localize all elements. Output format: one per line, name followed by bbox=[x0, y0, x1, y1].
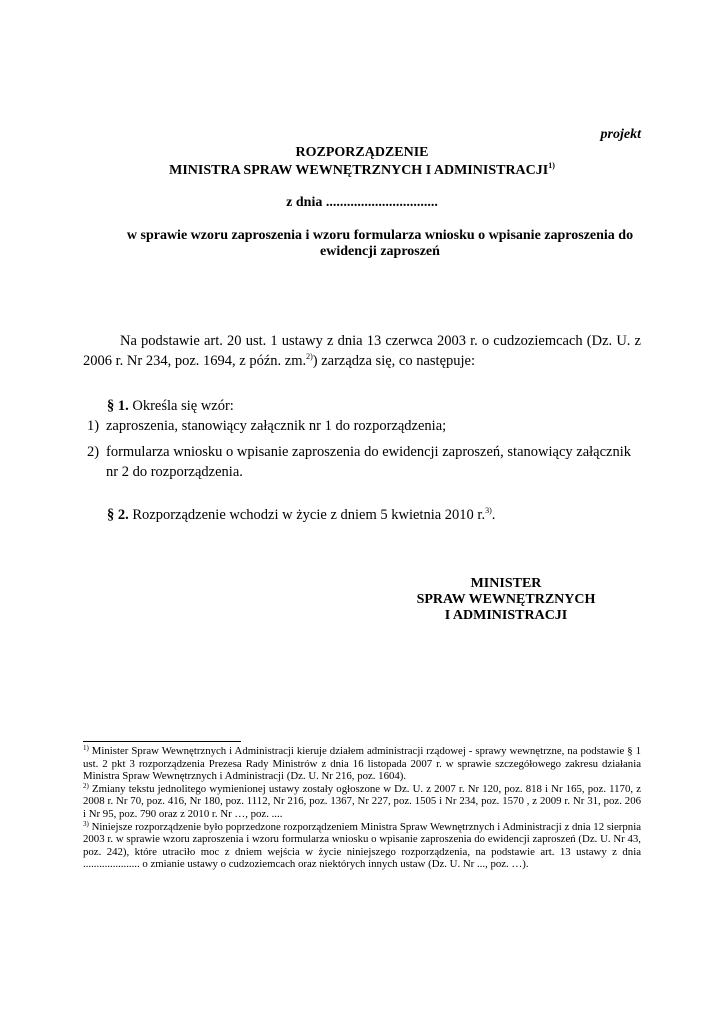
list-item-number: 2) bbox=[87, 444, 100, 460]
signature-line-3: I ADMINISTRACJI bbox=[444, 608, 568, 623]
section-2-text: Rozporządzenie wchodzi w życie z dniem 5 kwietnia 2010 r. bbox=[128, 507, 486, 523]
signature-block bbox=[396, 576, 616, 624]
section-2 bbox=[107, 507, 495, 524]
footnote-text: Zmiany tekstu jednolitego wymienionej ustawy zostały ogłoszone w Dz. U. z 2007 r. Nr 120, poz. 818 i Nr 165, poz. 1170, z 2008 r. Nr 70, poz. 416, Nr 180, poz. 1112, Nr 216, poz. 1367, Nr 227, poz. 1505 i Nr 234, poz. 1570 , z 2009 r. Nr 31, poz. 206 i Nr 95, poz. 790 oraz z 2010 r. Nr …, poz. .... bbox=[83, 782, 641, 820]
legal-basis-tail: ) zarządza się, co następuje: bbox=[312, 353, 476, 369]
list-item-text: zaproszenia, stanowiący załącznik nr 1 do rozporządzenia; bbox=[106, 418, 447, 434]
footnote-marker: 3) bbox=[83, 819, 89, 828]
draft-label: projekt bbox=[600, 127, 641, 142]
footnote-2 bbox=[83, 783, 641, 821]
list-item-text: formularza wniosku o wpisanie zaproszenia do ewidencji zaproszeń, stanowiący załącznik nr 2 do rozporządzenia. bbox=[106, 444, 632, 480]
signature-line-1: MINISTER bbox=[470, 576, 542, 591]
section-1 bbox=[107, 398, 234, 415]
legal-basis-paragraph bbox=[83, 331, 641, 371]
footnote-text: Minister Spraw Wewnętrznych i Administracji kieruje działem administracji rządowej - sprawy wewnętrzne, na podstawie § 1 ust. 2 pkt 3 rozporządzenia Prezesa Rady Ministrów z dnia 16 listopada 2007 r. w sprawie szczegółowego zakresu działania Ministra Spraw Wewnętrznych i Administracji (Dz. U. Nr 216, poz. 1604). bbox=[83, 745, 641, 783]
legal-basis-text: Na podstawie art. 20 ust. 1 ustawy z dnia 13 czerwca 2003 r. o cudzoziemcach (Dz. U. z 2006 r. Nr 234, poz. 1694, z późn. zm. bbox=[83, 333, 641, 369]
signature-line-2: SPRAW WEWNĘTRZNYCH bbox=[416, 592, 596, 607]
footnote-3 bbox=[83, 821, 641, 871]
section-2-tail: . bbox=[491, 507, 496, 523]
footnote-ref-1[interactable]: 1) bbox=[548, 161, 555, 170]
footnote-ref-3[interactable]: 3) bbox=[485, 506, 492, 515]
footnote-text: Niniejsze rozporządzenie było poprzedzone rozporządzeniem Ministra Spraw Wewnętrznych i Administracji z dnia 12 sierpnia 2003 r. w sprawie wzoru zaproszenia i wzoru formularza wniosku o wpisanie zaproszenia do ewidencji zaproszeń (Dz. U. Nr 43, poz. 242), które utraciło moc z dniem wejścia w życie niniejszego rozporządzenia, na podstawie art. 13 ustawy z dnia ..................... o zmianie ustawy o cudzoziemcach oraz niektórych innych ustaw (Dz. U. Nr ..., poz. …). bbox=[83, 820, 641, 871]
issuer-title bbox=[0, 161, 724, 179]
list-item-number: 1) bbox=[87, 418, 100, 434]
footnote-ref-2[interactable]: 2) bbox=[306, 352, 313, 361]
date-line: z dnia ................................ bbox=[286, 195, 438, 210]
list-item bbox=[83, 416, 643, 436]
footnotes bbox=[83, 745, 641, 871]
document-type-title: ROZPORZĄDZENIE bbox=[295, 145, 429, 160]
footnote-marker: 2) bbox=[83, 781, 89, 790]
section-1-mark: § 1. bbox=[107, 398, 129, 414]
section-2-mark: § 2. bbox=[107, 507, 129, 523]
footnote-1 bbox=[83, 745, 641, 783]
subject-line: w sprawie wzoru zaproszenia i wzoru formularza wniosku o wpisanie zaproszenia do ewidencji zaproszeń bbox=[126, 228, 634, 259]
footnote-separator bbox=[83, 741, 241, 742]
section-1-text: Określa się wzór: bbox=[128, 398, 234, 414]
list-item bbox=[83, 442, 643, 482]
section-1-list bbox=[83, 416, 643, 488]
footnote-marker: 1) bbox=[83, 744, 89, 752]
issuer-name: MINISTRA SPRAW WEWNĘTRZNYCH I ADMINISTRACJI bbox=[169, 163, 549, 178]
